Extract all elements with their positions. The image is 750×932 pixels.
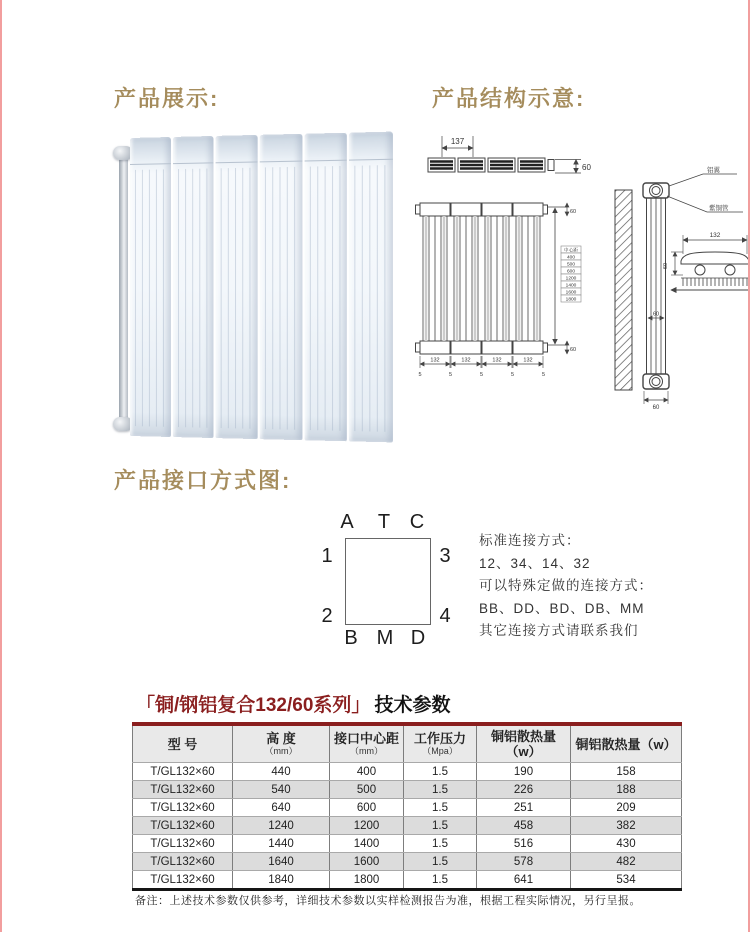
- column-header-heat-output-1: 铜铝散热量（w）: [477, 724, 571, 763]
- table-cell: 382: [571, 817, 682, 835]
- dim-5-label: 5: [448, 372, 453, 378]
- table-cell: T/GL132×60: [133, 763, 233, 781]
- table-cell: 1.5: [404, 853, 477, 871]
- table-cell: T/GL132×60: [133, 799, 233, 817]
- table-cell: 1240: [233, 817, 330, 835]
- radiator-side-pipe: [119, 152, 128, 426]
- bracket-close: 」: [351, 695, 371, 716]
- table-cell: 534: [571, 871, 682, 890]
- port-label-D: D: [410, 627, 426, 649]
- column-header-model: 型 号: [133, 724, 233, 763]
- table-cell: 209: [571, 799, 682, 817]
- height-option: 1800: [565, 297, 577, 303]
- port-label-3: 3: [439, 545, 451, 567]
- table-row: [133, 781, 682, 799]
- port-label-1: 1: [321, 545, 333, 567]
- dim-60-label: 60: [570, 209, 577, 215]
- table-cell: 458: [477, 817, 571, 835]
- interface-square: [345, 538, 431, 625]
- table-cell: 516: [477, 835, 571, 853]
- section-title-product-display: 产品展示:: [114, 86, 220, 111]
- connection-notes: [479, 530, 729, 643]
- radiator-panel: [349, 132, 393, 443]
- connection-note-line: BB、DD、BD、DB、MM: [479, 600, 645, 616]
- connection-note-line: 可以特殊定做的连接方式：: [479, 578, 653, 593]
- port-label-M: M: [376, 627, 394, 649]
- table-row: [133, 835, 682, 853]
- table-cell: 1.5: [404, 871, 477, 890]
- dim-132-label: 132: [461, 357, 471, 364]
- side-view-drawing: [615, 165, 743, 411]
- dim-60-label: 60: [652, 311, 660, 318]
- cross-section-detail: [663, 232, 749, 290]
- table-cell: 578: [477, 853, 571, 871]
- dim-60-label: 60: [582, 163, 591, 172]
- spec-table-body: [133, 763, 682, 890]
- height-option: 500: [566, 262, 576, 268]
- dim-5-label: 5: [541, 372, 546, 378]
- table-cell: 482: [571, 853, 682, 871]
- spec-title-suffix: 技术参数: [374, 695, 451, 716]
- table-row: [133, 853, 682, 871]
- wall-section: [615, 190, 632, 390]
- table-cell: T/GL132×60: [133, 781, 233, 799]
- dim-137-label: 137: [450, 137, 465, 146]
- connection-note-line: 12、34、14、32: [479, 555, 591, 571]
- connection-note-line: 其它连接方式请联系我们: [479, 623, 639, 638]
- table-cell: 1400: [330, 835, 404, 853]
- column-header-center-distance: 接口中心距 （mm）: [330, 724, 404, 763]
- table-cell: 158: [571, 763, 682, 781]
- table-cell: T/GL132×60: [133, 871, 233, 890]
- series-name: 铜/钢铝复合132/60系列: [155, 695, 352, 716]
- port-label-A: A: [340, 511, 354, 533]
- radiator-panel: [260, 134, 302, 440]
- table-cell: 641: [477, 871, 571, 890]
- height-option: 1600: [565, 290, 577, 296]
- connection-note-line: 标准连接方式：: [479, 533, 581, 548]
- table-cell: 430: [571, 835, 682, 853]
- table-cell: 540: [233, 781, 330, 799]
- radiator-panel: [130, 137, 171, 437]
- spec-title: [136, 690, 450, 717]
- table-cell: 1200: [330, 817, 404, 835]
- section-title-structure: 产品结构示意:: [432, 86, 586, 111]
- port-label-4: 4: [439, 605, 451, 627]
- table-cell: 1600: [330, 853, 404, 871]
- dim-132-label: 132: [523, 357, 533, 364]
- table-cell: 400: [330, 763, 404, 781]
- height-option: 1200: [565, 276, 577, 282]
- table-row: [133, 799, 682, 817]
- column-header-height: 高 度 （mm）: [233, 724, 330, 763]
- table-footnote: 备注：上述技术参数仅供参考，详细技术参数以实样检测报告为准，根据工程实际情况，另行呈报。: [135, 895, 641, 907]
- table-row: [133, 871, 682, 890]
- front-view-drawing: [416, 203, 582, 378]
- fin-label: 铝翼: [707, 167, 720, 174]
- section-title-interface: 产品接口方式图:: [114, 468, 292, 493]
- radiator-panel: [304, 133, 347, 442]
- height-option: 400: [566, 255, 576, 261]
- table-cell: 190: [477, 763, 571, 781]
- table-cell: 1840: [233, 871, 330, 890]
- spec-table: [132, 722, 682, 891]
- bracket-open: 「: [136, 695, 156, 716]
- dim-60-label: 60: [570, 347, 577, 353]
- dim-60-label: 60: [663, 262, 669, 270]
- column-header-working-pressure: 工作压力 （Mpa）: [404, 724, 477, 763]
- table-row: [133, 817, 682, 835]
- dim-5-label: 5: [418, 372, 422, 378]
- dim-5-label: 5: [479, 372, 484, 378]
- dim-60-label: 60: [652, 405, 660, 411]
- table-cell: T/GL132×60: [133, 853, 233, 871]
- table-cell: 600: [330, 799, 404, 817]
- radiator-panels: [130, 132, 393, 443]
- table-cell: 1.5: [404, 781, 477, 799]
- interface-diagram: [302, 505, 482, 657]
- table-cell: 251: [477, 799, 571, 817]
- table-cell: T/GL132×60: [133, 835, 233, 853]
- table-cell: 500: [330, 781, 404, 799]
- port-label-B: B: [344, 627, 358, 649]
- table-header-row: [133, 724, 682, 763]
- table-cell: T/GL132×60: [133, 817, 233, 835]
- table-cell: 440: [233, 763, 330, 781]
- radiator-product-photo: [114, 136, 388, 440]
- table-cell: 1.5: [404, 799, 477, 817]
- table-cell: 640: [233, 799, 330, 817]
- table-cell: 1640: [233, 853, 330, 871]
- height-option: 中心距: [563, 248, 579, 254]
- table-cell: 188: [571, 781, 682, 799]
- table-row: [133, 763, 682, 781]
- table-cell: 1.5: [404, 763, 477, 781]
- column-header-heat-output-2: 铜铝散热量（w）: [571, 724, 682, 763]
- dim-5-label: 5: [510, 372, 515, 378]
- radiator-panel: [216, 135, 258, 439]
- table-cell: 1440: [233, 835, 330, 853]
- table-cell: 226: [477, 781, 571, 799]
- port-label-C: C: [409, 511, 425, 533]
- copper-pipe-label: 紫铜管: [709, 205, 729, 212]
- top-view-drawing: [428, 136, 591, 173]
- height-option: 600: [566, 269, 576, 275]
- table-cell: 1.5: [404, 835, 477, 853]
- table-cell: 1800: [330, 871, 404, 890]
- table-cell: 1.5: [404, 817, 477, 835]
- height-option: 1400: [565, 283, 577, 289]
- port-label-2: 2: [321, 605, 333, 627]
- port-label-T: T: [377, 511, 391, 533]
- dim-132-label: 132: [430, 357, 440, 364]
- radiator-panel: [173, 136, 214, 438]
- structure-diagram: [415, 128, 750, 440]
- dim-132-label: 132: [709, 232, 721, 239]
- dim-132-label: 132: [492, 357, 502, 364]
